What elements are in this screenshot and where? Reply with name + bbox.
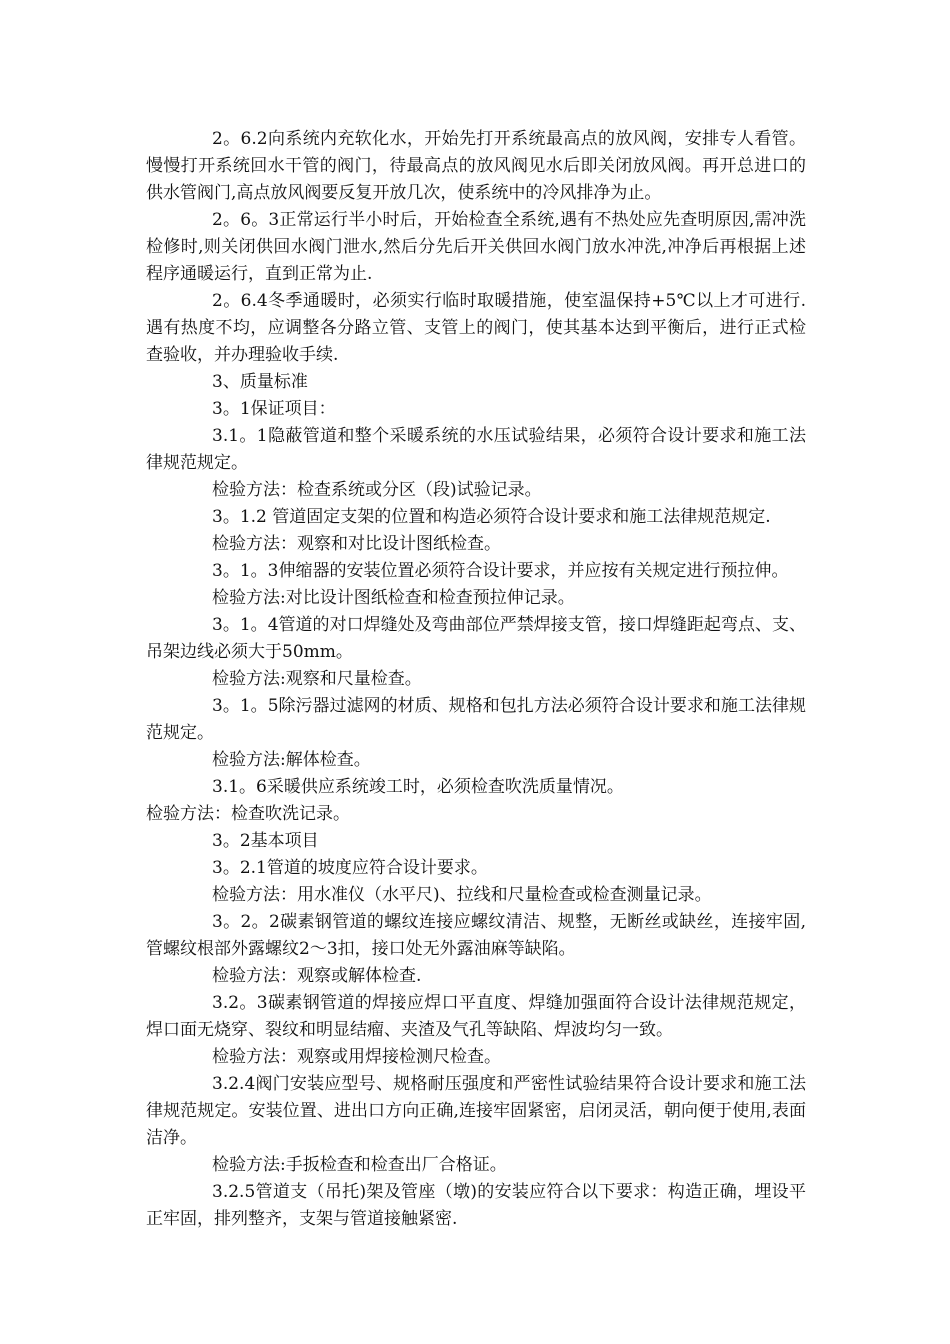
paragraph-3-2-5: 3.2.5管道支（吊托)架及管座（墩)的安装应符合以下要求：构造正确，埋设平正牢固，排列整齐，支架与管道接触紧密. xyxy=(146,1182,806,1229)
paragraph-3-1-4: 3。1。4管道的对口焊缝处及弯曲部位严禁焊接支管，接口焊缝距起弯点、支、吊架边线必须大于50mm。 xyxy=(146,615,806,662)
inspection-method-3-2-4: 检验方法:手扳检查和检查出厂合格证。 xyxy=(212,1155,507,1175)
section-heading-quality-standard: 3、质量标准 xyxy=(212,372,308,392)
paragraph-3-2-1: 3。2.1管道的坡度应符合设计要求。 xyxy=(212,858,488,878)
paragraph-3-2-4: 3.2.4阀门安装应型号、规格耐压强度和严密性试验结果符合设计要求和施工法律规范规定。安装位置、进出口方向正确,连接牢固紧密，启闭灵活，朝向便于使用,表面洁净。 xyxy=(146,1074,806,1148)
subsection-heading-basic-items: 3。2基本项目 xyxy=(212,831,319,851)
paragraph-3-1-3: 3。1。3伸缩器的安装位置必须符合设计要求，并应按有关规定进行预拉伸。 xyxy=(212,561,789,581)
inspection-method-3-1-2: 检验方法：观察和对比设计图纸检查。 xyxy=(212,534,501,554)
paragraph-3-1-5: 3。1。5除污器过滤网的材质、规格和包扎方法必须符合设计要求和施工法律规范规定。 xyxy=(146,696,806,743)
inspection-method-3-2-3: 检验方法：观察或用焊接检测尺检查。 xyxy=(212,1047,501,1067)
inspection-method-3-1-1: 检验方法：检查系统或分区（段)试验记录。 xyxy=(212,480,542,500)
paragraph-2-6-4: 2。6.4冬季通暖时，必须实行临时取暖措施，使室温保持+5℃以上才可进行.遇有热度不均，应调整各分路立管、支管上的阀门，使其基本达到平衡后，进行正式检查验收，并办理验收手续. xyxy=(146,291,806,365)
inspection-method-3-2-1: 检验方法：用水准仪（水平尺)、拉线和尺量检查或检查测量记录。 xyxy=(212,885,712,905)
subsection-heading-guarantee-items: 3。1保证项目： xyxy=(212,399,336,419)
paragraph-3-2-2: 3。2。2碳素钢管道的螺纹连接应螺纹清洁、规整，无断丝或缺丝，连接牢固,管螺纹根部外露螺纹2～3扣，接口处无外露油麻等缺陷。 xyxy=(146,912,806,959)
inspection-method-3-1-5: 检验方法:解体检查。 xyxy=(212,750,371,770)
inspection-method-3-1-6: 检验方法：检查吹洗记录。 xyxy=(146,804,350,824)
document-body xyxy=(146,126,806,1233)
paragraph-3-1-1: 3.1。1隐蔽管道和整个采暖系统的水压试验结果，必须符合设计要求和施工法律规范规定。 xyxy=(146,426,806,473)
paragraph-3-1-2: 3。1.2 管道固定支架的位置和构造必须符合设计要求和施工法律规范规定. xyxy=(212,507,771,527)
paragraph-2-6-2: 2。6.2向系统内充软化水，开始先打开系统最高点的放风阀，安排专人看管。慢慢打开系统回水干管的阀门，待最高点的放风阀见水后即关闭放风阀。再开总进口的供水管阀门,高点放风阀要反复开放几次，使系统中的冷风排净为止。 xyxy=(146,129,806,203)
inspection-method-3-2-2: 检验方法：观察或解体检查. xyxy=(212,966,422,986)
inspection-method-3-1-4: 检验方法:观察和尺量检查。 xyxy=(212,669,422,689)
inspection-method-3-1-3: 检验方法:对比设计图纸检查和检查预拉伸记录。 xyxy=(212,588,575,608)
paragraph-3-2-3: 3.2。3碳素钢管道的焊接应焊口平直度、焊缝加强面符合设计法律规范规定，焊口面无烧穿、裂纹和明显结瘤、夹渣及气孔等缺陷、焊波均匀一致。 xyxy=(146,993,806,1040)
paragraph-2-6-3: 2。6。3正常运行半小时后，开始检查全系统,遇有不热处应先查明原因,需冲洗检修时,则关闭供回水阀门泄水,然后分先后开关供回水阀门放水冲洗,冲净后再根据上述程序通暖运行，直到正常为止. xyxy=(146,210,806,284)
paragraph-3-1-6: 3.1。6采暖供应系统竣工时，必须检查吹洗质量情况。 xyxy=(212,777,624,797)
